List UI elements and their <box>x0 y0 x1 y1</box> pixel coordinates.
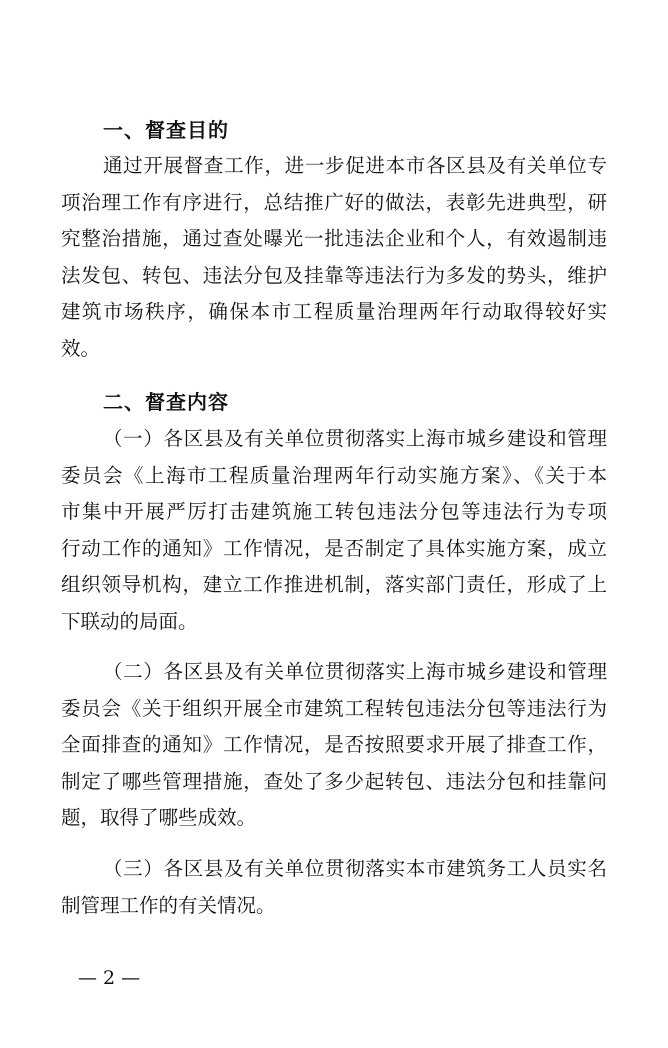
paragraph-content-item-3 <box>61 851 607 924</box>
paragraph-line: 委员会《上海市工程质量治理两年行动实施方案》、《关于本 <box>61 463 607 487</box>
paragraph-content-item-1 <box>61 421 607 641</box>
paragraph-content-item-2 <box>61 654 607 837</box>
paragraph-line: （三）各区县及有关单位贯彻落实本市建筑务工人员实名 <box>103 857 607 880</box>
paragraph-line: 制定了哪些管理措施，查处了多少起转包、违法分包和挂靠问 <box>61 769 607 793</box>
paragraph-line: 制管理工作的有关情况。 <box>61 893 276 917</box>
paragraph-line: 行动工作的通知》工作情况，是否制定了具体实施方案，成立 <box>61 536 607 560</box>
paragraph-line: 法发包、转包、违法分包及挂靠等违法行为多发的势头，维护 <box>61 263 607 287</box>
paragraph-line: 项治理工作有序进行，总结推广好的做法，表彰先进典型，研 <box>61 190 607 214</box>
paragraph-line: 究整治措施，通过查处曝光一批违法企业和个人，有效遏制违 <box>61 227 607 251</box>
paragraph-line: 组织领导机构，建立工作推进机制，落实部门责任，形成了上 <box>61 573 607 597</box>
page-number: — 2 — <box>78 967 141 989</box>
paragraph-line: 下联动的局面。 <box>61 609 198 633</box>
paragraph-line: （一）各区县及有关单位贯彻落实上海市城乡建设和管理 <box>103 427 607 450</box>
paragraph-line: 效。 <box>61 336 101 360</box>
paragraph-purpose <box>61 148 607 368</box>
section-heading-content: 二、督查内容 <box>103 390 229 414</box>
paragraph-line: 题，取得了哪些成效。 <box>61 806 257 830</box>
paragraph-line: 建筑市场秩序，确保本市工程质量治理两年行动取得较好实 <box>61 300 607 324</box>
paragraph-line: 委员会《关于组织开展全市建筑工程转包违法分包等违法行为 <box>61 696 607 720</box>
paragraph-line: （二）各区县及有关单位贯彻落实上海市城乡建设和管理 <box>103 660 607 683</box>
paragraph-line: 市集中开展严厉打击建筑施工转包违法分包等违法行为专项 <box>61 500 607 524</box>
paragraph-line: 全面排查的通知》工作情况，是否按照要求开展了排查工作， <box>61 733 607 757</box>
section-heading-purpose: 一、督查目的 <box>103 118 229 142</box>
paragraph-line: 通过开展督查工作，进一步促进本市各区县及有关单位专 <box>103 154 607 177</box>
